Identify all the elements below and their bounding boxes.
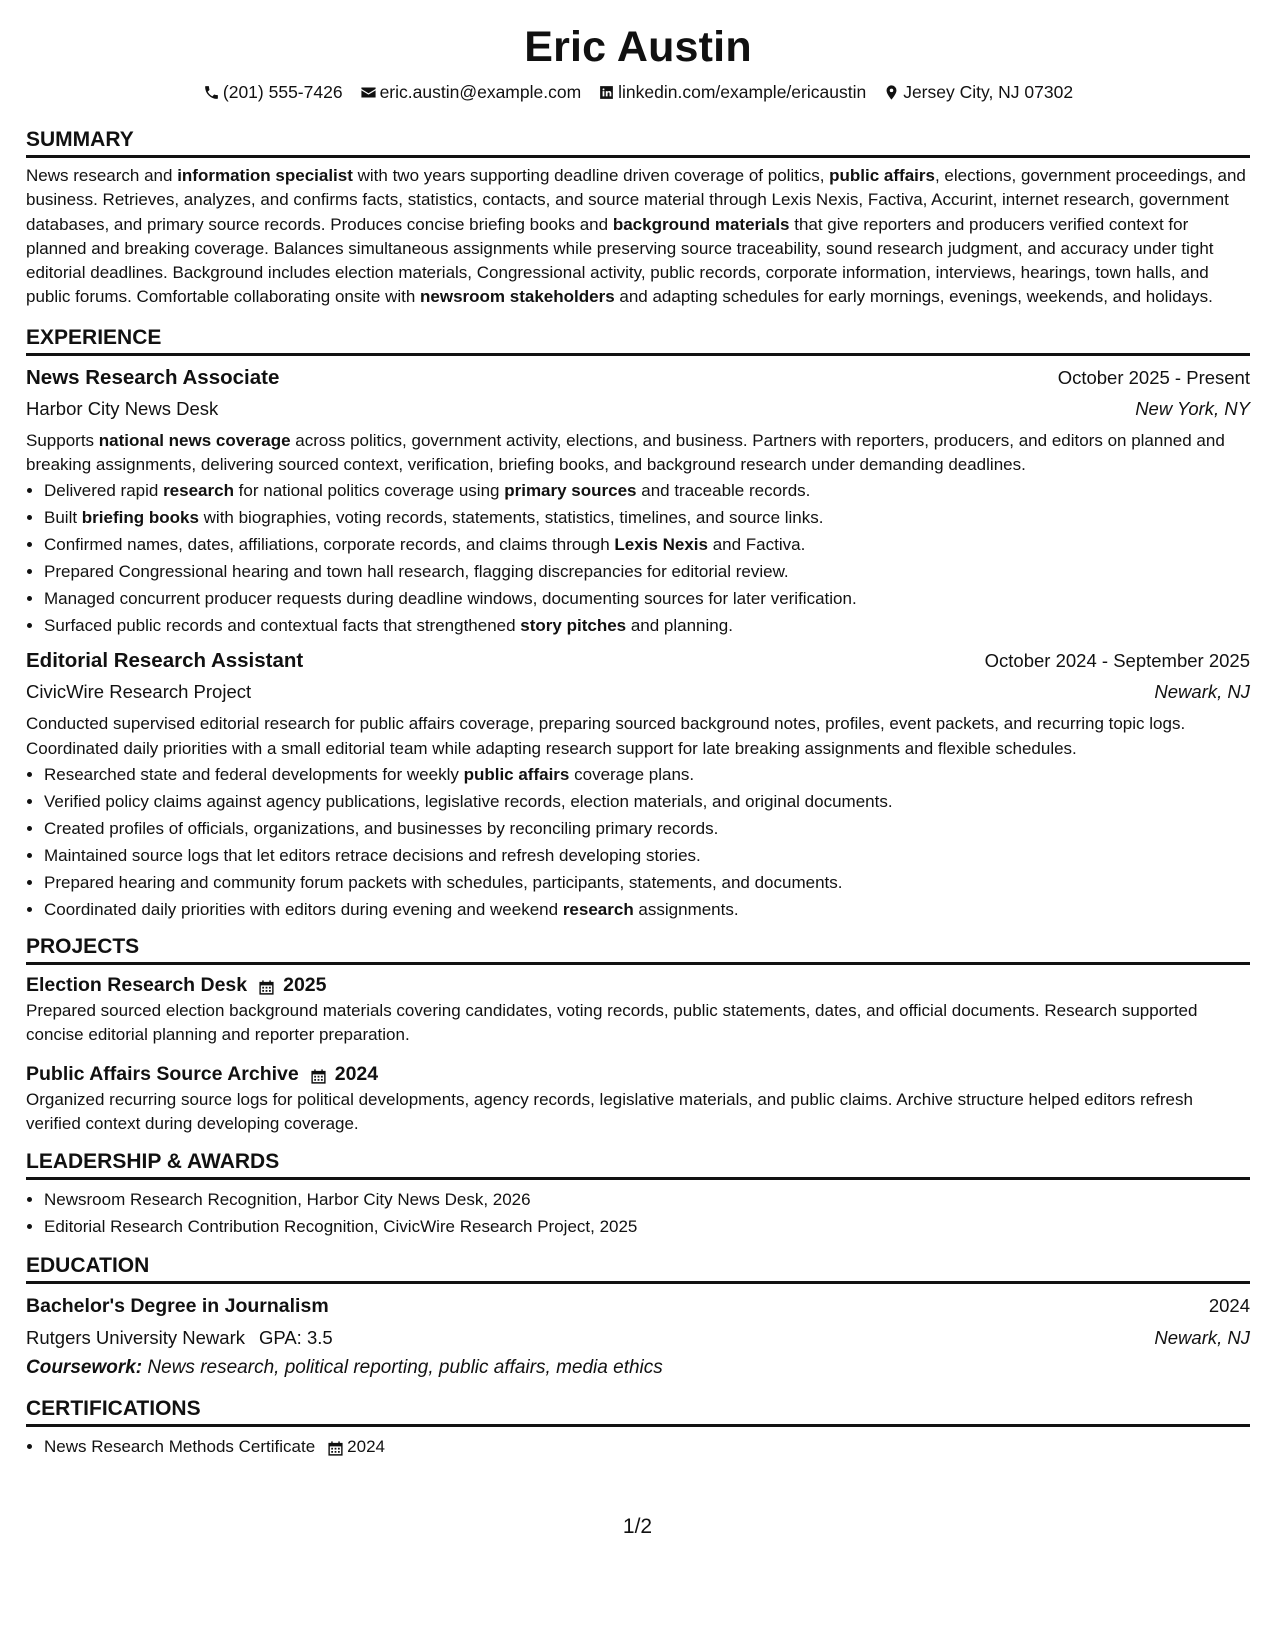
candidate-name: Eric Austin — [524, 23, 752, 71]
calendar-icon — [327, 1438, 344, 1456]
contact-email[interactable] — [360, 80, 582, 104]
school-row — [26, 1322, 1250, 1353]
job-subheader — [26, 676, 1250, 707]
award-item: • Editorial Research Contribution Recognition, CivicWire Research Project, 2025 — [44, 1213, 1250, 1240]
job-bullet — [44, 477, 1250, 504]
job-bullet — [44, 504, 1250, 531]
job-organization: Harbor City News Desk — [26, 397, 219, 419]
graduation-year: 2024 — [1208, 1295, 1250, 1317]
phone-text: (201) 555-7426 — [222, 82, 343, 102]
section-title: SUMMARY — [26, 126, 1250, 158]
bold-phrase: information specialist — [177, 166, 353, 185]
text-run: Conducted supervised editorial research for public affairs coverage, preparing sourced background notes, profiles, event packets, and recurring topic logs. Coordinated daily priorities with a small editorial team while adapting research support for late breaking assignments and flexible schedules. — [26, 714, 1186, 758]
job-description — [26, 712, 1250, 761]
text-run: with two years supporting deadline driven coverage of politics, — [352, 166, 830, 185]
job-bullet — [44, 612, 1250, 639]
section-title: CERTIFICATIONS — [26, 1395, 1250, 1427]
text-run: Maintained source logs that let editors retrace decisions and refresh developing stories. — [44, 845, 701, 865]
degree-name: Bachelor's Degree in Journalism — [26, 1295, 329, 1318]
job-organization: CivicWire Research Project — [26, 681, 252, 703]
job-location: Newark, NJ — [1154, 681, 1250, 703]
text-run: and adapting schedules for early mornings, evenings, weekends, and holidays. — [614, 287, 1213, 307]
text-run: Created profiles of officials, organizations, and businesses by reconciling primary records. — [44, 818, 719, 838]
text-run: Supports — [26, 430, 99, 450]
school-text: Rutgers University Newark — [26, 1327, 245, 1349]
envelope-icon — [360, 84, 377, 101]
job-bullets — [26, 477, 1250, 639]
leadership-section — [26, 1148, 1250, 1240]
job-bullet — [44, 558, 1250, 585]
linkedin-icon — [598, 84, 615, 101]
section-title: LEADERSHIP & AWARDS — [26, 1148, 1250, 1180]
contact-location — [883, 80, 1073, 104]
project-description: Organized recurring source logs for political developments, agency records, legislative materials, and public claims. Archive structure helped editors refresh verified context during developing coverage. — [26, 1089, 1193, 1133]
job-title: Editorial Research Assistant — [26, 649, 304, 673]
certification-year-text: 2024 — [347, 1437, 385, 1457]
degree-row — [26, 1290, 1250, 1322]
certification-line — [44, 1433, 385, 1460]
text-run: Managed concurrent producer requests during deadline windows, documenting sources for later verification. — [44, 589, 857, 609]
phone-icon — [203, 84, 220, 101]
project-header — [26, 971, 1250, 999]
job-list — [26, 362, 1250, 923]
job-bullets — [26, 761, 1250, 923]
text-run: and Factiva. — [707, 535, 806, 555]
project-year-text: 2024 — [334, 1062, 379, 1085]
coursework-text: News research, political reporting, public affairs, media ethics — [147, 1357, 663, 1379]
text-run: assignments. — [633, 899, 739, 919]
project-name: Public Affairs Source Archive — [26, 1062, 299, 1085]
text-run: Researched state and federal developments for weekly — [44, 764, 464, 784]
project-list — [26, 971, 1250, 1136]
job-bullet — [44, 869, 1250, 896]
school-name — [26, 1322, 333, 1353]
job-bullet — [44, 788, 1250, 815]
certification-item — [44, 1433, 1250, 1460]
bold-phrase: story pitches — [520, 616, 627, 636]
job-subheader — [26, 393, 1250, 424]
certification-year — [327, 1433, 385, 1460]
bold-phrase: background materials — [612, 214, 790, 234]
text-run: coverage plans. — [569, 764, 695, 784]
job-header — [26, 645, 1250, 676]
text-run: across politics, government activity, elections, and business. Partners with reporters, producers, and editors on planned and breaking assignments, delivering sourced context, verification, briefing books, and background research under demanding deadlines. — [26, 430, 1225, 475]
project-year-text: 2025 — [283, 973, 327, 996]
summary-text — [26, 164, 1250, 310]
award-item: • Newsroom Research Recognition, Harbor City News Desk, 2026 — [44, 1186, 1250, 1213]
text-run: for national politics coverage using — [233, 481, 505, 501]
project-name: Election Research Desk — [26, 973, 248, 996]
job-title: News Research Associate — [26, 365, 280, 389]
job-location: New York, NY — [1135, 397, 1250, 419]
project-year — [310, 1060, 378, 1088]
email-text[interactable]: eric.austin@example.com — [379, 82, 582, 102]
contact-linkedin[interactable] — [598, 80, 866, 104]
experience-section — [26, 324, 1250, 923]
text-run: with biographies, voting records, statements, statistics, timelines, and source links. — [198, 508, 824, 528]
job-entry — [26, 362, 1250, 640]
text-run: that give reporters and producers verified context for planned and breaking coverage. Balances simultaneous assignments while preserving source traceability, sound research judgment, and accuracy under tight editorial deadlines. Background includes election materials, Congressional activity, public records, corporate information, interviews, hearings, town halls, and public forums. Comfortable collaborating onsite with — [26, 214, 1214, 307]
contact-bar — [26, 80, 1250, 104]
education-section — [26, 1252, 1250, 1383]
bold-phrase: public affairs — [463, 764, 570, 784]
project-description: Prepared sourced election background materials covering candidates, voting records, public statements, dates, and official documents. Research supported concise editorial planning and reporter preparation. — [26, 1000, 1198, 1045]
text-run: , elections, government proceedings, and business. Retrieves, analyzes, and confirms facts, statistics, contacts, and source material through Lexis Nexis, Factiva, Accurint, internet research, government databases, and primary source records. Produces concise briefing books and — [26, 166, 1246, 234]
text-run: Surfaced public records and contextual facts that strengthened — [44, 616, 521, 636]
job-dates: October 2024 - September 2025 — [984, 650, 1250, 672]
text-run: News research and — [26, 166, 178, 185]
text-run: and planning. — [626, 616, 733, 636]
bold-phrase: newsroom stakeholders — [420, 287, 615, 307]
summary-section — [26, 126, 1250, 310]
text-run: Built — [44, 508, 82, 528]
award-list — [26, 1186, 1250, 1240]
map-pin-icon — [883, 84, 900, 101]
section-title: PROJECTS — [26, 933, 1250, 965]
gpa-text: GPA: 3.5 — [258, 1327, 333, 1349]
project-entry — [26, 1060, 1250, 1137]
job-bullet — [44, 761, 1250, 788]
job-bullet — [44, 585, 1250, 612]
job-entry — [26, 645, 1250, 923]
bold-phrase: public affairs — [829, 166, 935, 185]
bold-phrase: national news coverage — [98, 430, 291, 450]
bold-phrase: briefing books — [81, 508, 199, 528]
certifications-section — [26, 1395, 1250, 1460]
calendar-icon — [258, 976, 275, 994]
section-title: EXPERIENCE — [26, 324, 1250, 356]
project-year — [258, 971, 326, 999]
text-run: Coordinated daily priorities with editors during evening and weekend — [44, 899, 563, 919]
linkedin-text[interactable]: linkedin.com/example/ericaustin — [618, 82, 867, 102]
job-dates: October 2025 - Present — [1057, 366, 1250, 388]
bold-phrase: Lexis Nexis — [614, 535, 708, 555]
school-location: Newark, NJ — [1154, 1327, 1250, 1349]
resume-page — [26, 18, 1250, 1460]
text-run: Prepared hearing and community forum packets with schedules, participants, statements, and documents. — [44, 872, 843, 892]
location-text: Jersey City, NJ 07302 — [903, 82, 1074, 102]
page-number: 1/2 — [622, 1515, 653, 1538]
bold-phrase: research — [562, 899, 634, 919]
text-run: and traceable records. — [636, 481, 811, 501]
text-run: Delivered rapid — [44, 481, 164, 501]
text-run: Verified policy claims against agency publications, legislative records, election materials, and original documents. — [44, 791, 893, 811]
project-header — [26, 1060, 1250, 1088]
certification-list — [26, 1433, 1250, 1460]
bold-phrase: research — [163, 481, 234, 501]
section-title: EDUCATION — [26, 1252, 1250, 1284]
job-bullet — [44, 815, 1250, 842]
job-header — [26, 362, 1250, 393]
job-bullet — [44, 531, 1250, 558]
job-bullet — [44, 842, 1250, 869]
text-run: Confirmed names, dates, affiliations, corporate records, and claims through — [44, 535, 615, 555]
text-run: Prepared Congressional hearing and town hall research, flagging discrepancies for editorial review. — [44, 562, 789, 582]
projects-section — [26, 933, 1250, 1136]
certification-name: • News Research Methods Certificate — [44, 1437, 316, 1457]
project-entry — [26, 971, 1250, 1048]
job-bullet — [44, 896, 1250, 923]
coursework-label: Coursework: — [26, 1357, 143, 1379]
contact-phone — [203, 80, 343, 104]
coursework — [26, 1353, 1250, 1383]
job-description — [26, 429, 1250, 478]
calendar-icon — [310, 1065, 327, 1083]
bold-phrase: primary sources — [504, 481, 637, 501]
